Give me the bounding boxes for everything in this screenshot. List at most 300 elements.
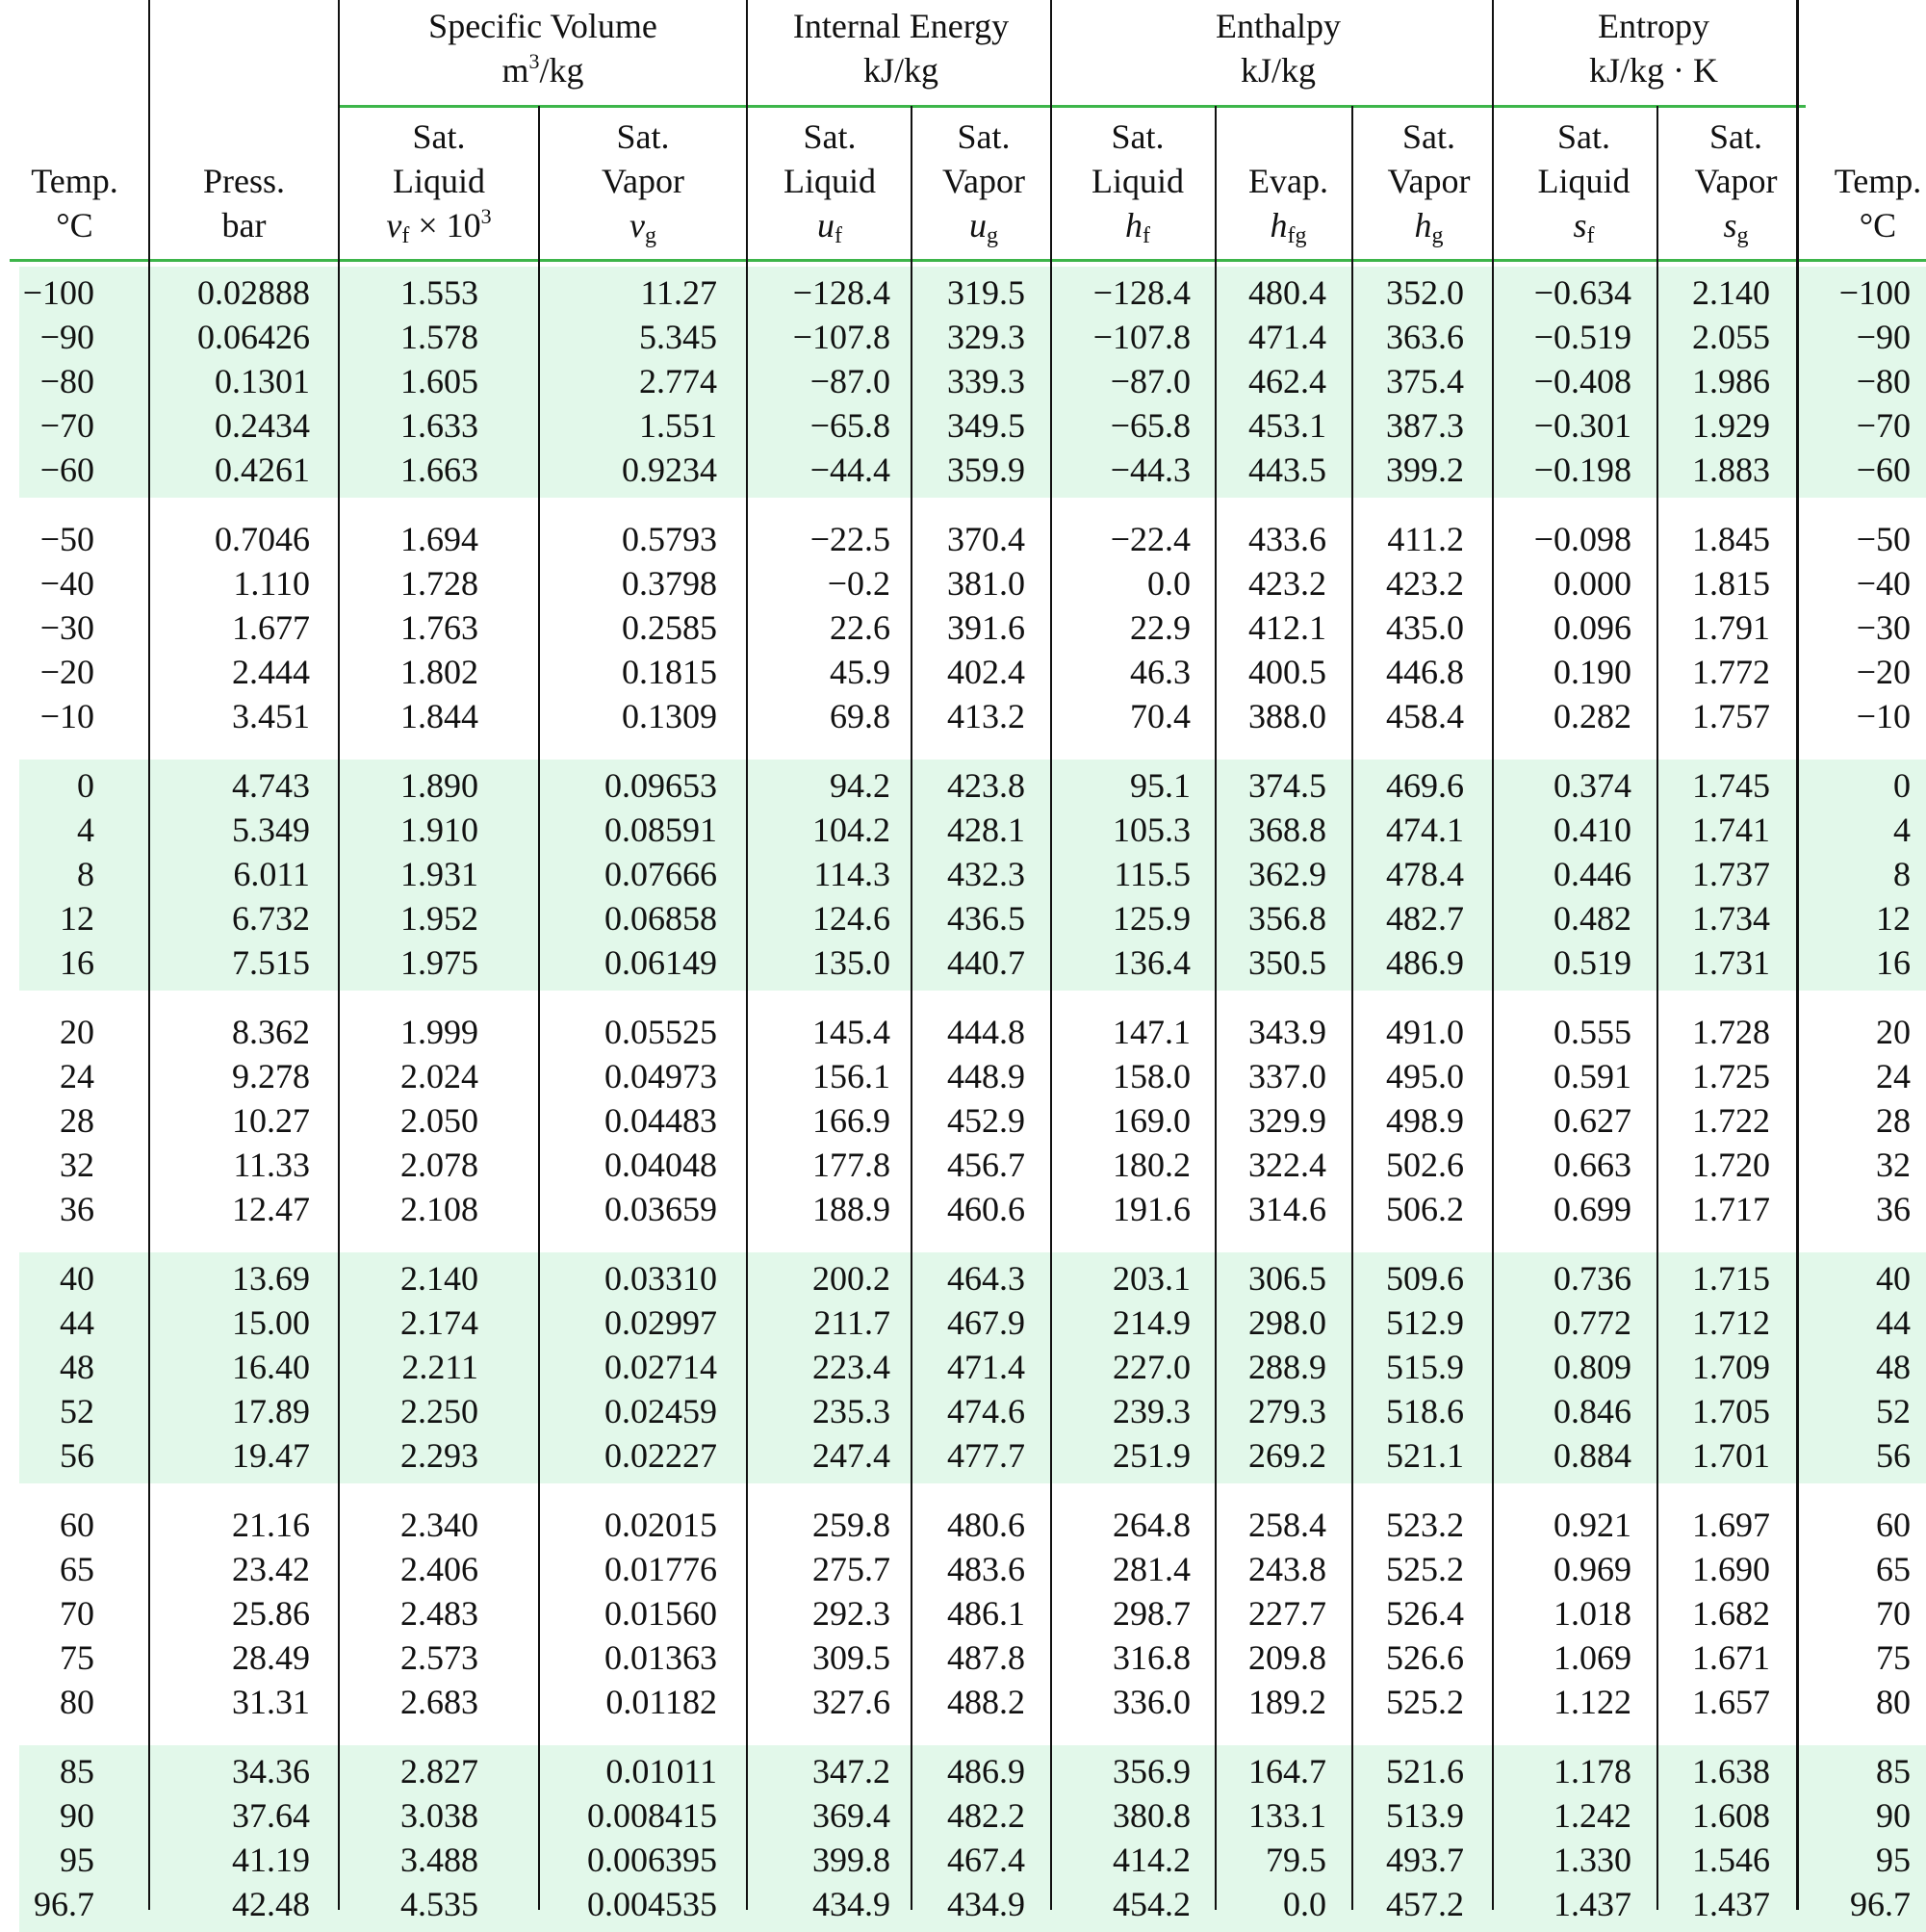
subheader-line1: Sat. bbox=[1708, 117, 1762, 156]
cell-sg: 1.657 bbox=[1692, 1683, 1770, 1721]
cell-ug: 486.9 bbox=[947, 1752, 1025, 1790]
cell-vg: 0.05525 bbox=[604, 1013, 717, 1051]
cell-vg: 0.04483 bbox=[604, 1101, 717, 1140]
cell-press: 37.64 bbox=[232, 1796, 310, 1835]
cell-vg: 0.06858 bbox=[604, 899, 717, 938]
cell-sf: 0.519 bbox=[1554, 943, 1631, 982]
cell-hfg: 258.4 bbox=[1248, 1506, 1326, 1544]
cell-temp: −50 bbox=[39, 520, 94, 558]
cell-temp-right: −100 bbox=[1838, 273, 1911, 312]
cell-ug: 460.6 bbox=[947, 1190, 1025, 1228]
cell-sg: 1.725 bbox=[1692, 1057, 1770, 1095]
cell-vf: 1.975 bbox=[400, 943, 478, 982]
subheader-vg bbox=[539, 115, 747, 247]
cell-sg: 1.608 bbox=[1692, 1796, 1770, 1835]
cell-vg: 0.02997 bbox=[604, 1303, 717, 1342]
cell-hf: 147.1 bbox=[1113, 1013, 1191, 1051]
cell-temp: −80 bbox=[39, 362, 94, 400]
cell-temp: −100 bbox=[22, 273, 94, 312]
unit-rest: /kg bbox=[539, 51, 584, 90]
cell-press: 6.011 bbox=[233, 855, 310, 893]
cell-ug: 456.7 bbox=[947, 1146, 1025, 1184]
subheader-line2: Liquid bbox=[1537, 162, 1631, 200]
cell-sg: 1.757 bbox=[1692, 697, 1770, 735]
cell-vg: 0.07666 bbox=[604, 855, 717, 893]
header-bottom-rule bbox=[10, 259, 1926, 262]
cell-hfg: 343.9 bbox=[1248, 1013, 1326, 1051]
cell-hfg: 337.0 bbox=[1248, 1057, 1326, 1095]
cell-hf: 136.4 bbox=[1113, 943, 1191, 982]
cell-sg: 1.737 bbox=[1692, 855, 1770, 893]
cell-vf: 3.038 bbox=[400, 1796, 478, 1835]
cell-hg: 521.6 bbox=[1386, 1752, 1464, 1790]
cell-press: 0.7046 bbox=[215, 520, 310, 558]
group-enthalpy bbox=[1055, 4, 1502, 92]
cell-press: 13.69 bbox=[232, 1259, 310, 1298]
cell-temp: 16 bbox=[60, 943, 94, 982]
subheader-line2: Vapor bbox=[1387, 162, 1471, 200]
column-divider bbox=[1351, 106, 1353, 1910]
cell-vg: 0.01776 bbox=[604, 1550, 717, 1588]
cell-hfg: 79.5 bbox=[1266, 1841, 1326, 1879]
cell-hg: 486.9 bbox=[1386, 943, 1464, 982]
cell-temp-right: −60 bbox=[1856, 451, 1911, 489]
cell-ug: 349.5 bbox=[947, 406, 1025, 445]
cell-vg: 1.551 bbox=[639, 406, 717, 445]
cell-ug: 434.9 bbox=[947, 1885, 1025, 1923]
cell-sf: −0.301 bbox=[1533, 406, 1631, 445]
cell-sg: 1.697 bbox=[1692, 1506, 1770, 1544]
cell-hfg: 362.9 bbox=[1248, 855, 1326, 893]
cell-vg: 0.01011 bbox=[605, 1752, 717, 1790]
cell-press: 0.06426 bbox=[197, 318, 310, 356]
group-unit: kJ/kg bbox=[862, 51, 938, 90]
cell-uf: 223.4 bbox=[812, 1348, 890, 1386]
cell-uf: 309.5 bbox=[812, 1638, 890, 1677]
cell-ug: 381.0 bbox=[947, 564, 1025, 603]
cell-hf: 414.2 bbox=[1113, 1841, 1191, 1879]
cell-press: 41.19 bbox=[232, 1841, 310, 1879]
cell-hfg: 443.5 bbox=[1248, 451, 1326, 489]
cell-temp-right: 52 bbox=[1876, 1392, 1911, 1430]
cell-sf: 1.069 bbox=[1554, 1638, 1631, 1677]
subheader-line1: Sat. bbox=[1401, 117, 1455, 156]
cell-temp: 95 bbox=[60, 1841, 94, 1879]
cell-hg: 526.4 bbox=[1386, 1594, 1464, 1633]
subheader-line1: Sat. bbox=[803, 117, 857, 156]
cell-press: 34.36 bbox=[232, 1752, 310, 1790]
cell-sg: 1.671 bbox=[1692, 1638, 1770, 1677]
cell-temp: 4 bbox=[77, 811, 94, 849]
cell-sf: 0.000 bbox=[1554, 564, 1631, 603]
cell-uf: 104.2 bbox=[812, 811, 890, 849]
cell-hf: 125.9 bbox=[1113, 899, 1191, 938]
cell-uf: 211.7 bbox=[813, 1303, 890, 1342]
cell-vf: 1.931 bbox=[400, 855, 478, 893]
cell-hf: 70.4 bbox=[1130, 697, 1191, 735]
subheader-line1: Sat. bbox=[957, 117, 1011, 156]
cell-uf: 292.3 bbox=[812, 1594, 890, 1633]
cell-press: 42.48 bbox=[232, 1885, 310, 1923]
cell-hf: 115.5 bbox=[1114, 855, 1191, 893]
cell-temp-right: 80 bbox=[1876, 1683, 1911, 1721]
cell-sf: 1.330 bbox=[1554, 1841, 1631, 1879]
cell-sg: 1.728 bbox=[1692, 1013, 1770, 1051]
cell-hf: 281.4 bbox=[1113, 1550, 1191, 1588]
cell-sf: 0.374 bbox=[1554, 766, 1631, 805]
cell-ug: 471.4 bbox=[947, 1348, 1025, 1386]
column-divider bbox=[1796, 0, 1799, 1910]
cell-vf: 1.578 bbox=[400, 318, 478, 356]
subheader-line1: Sat. bbox=[1111, 117, 1165, 156]
cell-ug: 444.8 bbox=[947, 1013, 1025, 1051]
cell-temp-right: 0 bbox=[1893, 766, 1911, 805]
cell-sf: 0.410 bbox=[1554, 811, 1631, 849]
cell-ug: 482.2 bbox=[947, 1796, 1025, 1835]
cell-sg: 2.140 bbox=[1692, 273, 1770, 312]
subheader-symbol: $h_f$ bbox=[1125, 206, 1150, 248]
group-title: Specific Volume bbox=[428, 7, 657, 45]
cell-vf: 2.406 bbox=[400, 1550, 478, 1588]
cell-vg: 0.02015 bbox=[604, 1506, 717, 1544]
cell-hfg: 306.5 bbox=[1248, 1259, 1326, 1298]
group-unit bbox=[339, 48, 747, 92]
cell-ug: 423.8 bbox=[947, 766, 1025, 805]
cell-temp: 12 bbox=[60, 899, 94, 938]
subheader-symbol: $h_{fg}$ bbox=[1270, 206, 1307, 248]
cell-press: 25.86 bbox=[232, 1594, 310, 1633]
cell-vg: 0.1309 bbox=[622, 697, 717, 735]
subheader-line1 bbox=[1220, 115, 1356, 159]
cell-press: 0.02888 bbox=[197, 273, 310, 312]
cell-vg: 0.9234 bbox=[622, 451, 717, 489]
cell-vf: 1.633 bbox=[400, 406, 478, 445]
cell-hfg: 356.8 bbox=[1248, 899, 1326, 938]
unit-sup: 3 bbox=[528, 49, 540, 73]
cell-temp-right: −90 bbox=[1856, 318, 1911, 356]
cell-press: 4.743 bbox=[232, 766, 310, 805]
cell-temp-right: 32 bbox=[1876, 1146, 1911, 1184]
cell-ug: 432.3 bbox=[947, 855, 1025, 893]
cell-press: 0.4261 bbox=[215, 451, 310, 489]
cell-hg: 506.2 bbox=[1386, 1190, 1464, 1228]
cell-temp: 40 bbox=[60, 1259, 94, 1298]
cell-hfg: 471.4 bbox=[1248, 318, 1326, 356]
cell-hfg: 388.0 bbox=[1248, 697, 1326, 735]
cell-hfg: 329.9 bbox=[1248, 1101, 1326, 1140]
cell-vg: 0.04973 bbox=[604, 1057, 717, 1095]
cell-vg: 0.08591 bbox=[604, 811, 717, 849]
group-title: Enthalpy bbox=[1216, 7, 1341, 45]
cell-uf: 166.9 bbox=[812, 1101, 890, 1140]
cell-hf: 22.9 bbox=[1130, 608, 1191, 647]
cell-temp: 80 bbox=[60, 1683, 94, 1721]
cell-vg: 0.004535 bbox=[587, 1885, 717, 1923]
cell-press: 5.349 bbox=[232, 811, 310, 849]
cell-vf: 1.999 bbox=[400, 1013, 478, 1051]
cell-temp: 85 bbox=[60, 1752, 94, 1790]
cell-temp-right: 85 bbox=[1876, 1752, 1911, 1790]
cell-uf: 247.4 bbox=[812, 1436, 890, 1475]
cell-hg: 515.9 bbox=[1386, 1348, 1464, 1386]
cell-vf: 1.763 bbox=[400, 608, 478, 647]
cell-hfg: 288.9 bbox=[1248, 1348, 1326, 1386]
cell-ug: 467.4 bbox=[947, 1841, 1025, 1879]
cell-press: 21.16 bbox=[232, 1506, 310, 1544]
cell-hf: 298.7 bbox=[1113, 1594, 1191, 1633]
cell-sg: 1.712 bbox=[1692, 1303, 1770, 1342]
cell-press: 28.49 bbox=[232, 1638, 310, 1677]
cell-uf: −128.4 bbox=[792, 273, 890, 312]
cell-vf: 2.250 bbox=[400, 1392, 478, 1430]
subheader-line2: Liquid bbox=[393, 162, 485, 200]
cell-hg: 521.1 bbox=[1386, 1436, 1464, 1475]
cell-sf: 0.809 bbox=[1554, 1348, 1631, 1386]
cell-hf: 316.8 bbox=[1113, 1638, 1191, 1677]
subheader-line1: Sat. bbox=[1556, 117, 1610, 156]
cell-hfg: 480.4 bbox=[1248, 273, 1326, 312]
subheader-vf bbox=[339, 115, 539, 247]
cell-sg: 1.638 bbox=[1692, 1752, 1770, 1790]
cell-sg: 1.734 bbox=[1692, 899, 1770, 938]
cell-vg: 0.03659 bbox=[604, 1190, 717, 1228]
cell-hfg: 423.2 bbox=[1248, 564, 1326, 603]
cell-temp-right: −10 bbox=[1856, 697, 1911, 735]
cell-vf: 1.844 bbox=[400, 697, 478, 735]
cell-sf: 0.663 bbox=[1554, 1146, 1631, 1184]
cell-sg: 1.709 bbox=[1692, 1348, 1770, 1386]
cell-temp: 28 bbox=[60, 1101, 94, 1140]
subheader-symbol: $u_f$ bbox=[817, 206, 842, 248]
subheader-symbol: $v_g$ bbox=[629, 206, 656, 248]
cell-sg: 1.715 bbox=[1692, 1259, 1770, 1298]
cell-uf: 114.3 bbox=[813, 855, 890, 893]
cell-sf: 0.846 bbox=[1554, 1392, 1631, 1430]
cell-vf: 2.827 bbox=[400, 1752, 478, 1790]
cell-uf: 259.8 bbox=[812, 1506, 890, 1544]
header-temp-right-label: Temp. bbox=[1834, 162, 1922, 200]
cell-ug: 413.2 bbox=[947, 697, 1025, 735]
cell-sf: −0.098 bbox=[1533, 520, 1631, 558]
cell-sf: 0.446 bbox=[1554, 855, 1631, 893]
subheader-line2: Vapor bbox=[1694, 162, 1778, 200]
cell-temp-right: −20 bbox=[1856, 653, 1911, 691]
cell-hfg: 412.1 bbox=[1248, 608, 1326, 647]
cell-hg: 513.9 bbox=[1386, 1796, 1464, 1835]
cell-temp-right: 96.7 bbox=[1850, 1885, 1911, 1923]
unit-base: m bbox=[501, 51, 529, 90]
cell-hf: 251.9 bbox=[1113, 1436, 1191, 1475]
header-press bbox=[149, 159, 339, 247]
cell-vf: 4.535 bbox=[400, 1885, 478, 1923]
cell-ug: 483.6 bbox=[947, 1550, 1025, 1588]
cell-temp: 90 bbox=[60, 1796, 94, 1835]
cell-hg: 491.0 bbox=[1386, 1013, 1464, 1051]
cell-press: 10.27 bbox=[232, 1101, 310, 1140]
cell-hg: 518.6 bbox=[1386, 1392, 1464, 1430]
cell-hf: 191.6 bbox=[1113, 1190, 1191, 1228]
cell-hg: 399.2 bbox=[1386, 451, 1464, 489]
cell-hg: 502.6 bbox=[1386, 1146, 1464, 1184]
cell-uf: 69.8 bbox=[830, 697, 890, 735]
subheader-line2: Liquid bbox=[783, 162, 876, 200]
cell-uf: 275.7 bbox=[812, 1550, 890, 1588]
cell-temp: −90 bbox=[39, 318, 94, 356]
cell-temp: 8 bbox=[77, 855, 94, 893]
cell-hf: 203.1 bbox=[1113, 1259, 1191, 1298]
cell-hg: 469.6 bbox=[1386, 766, 1464, 805]
cell-sg: 1.722 bbox=[1692, 1101, 1770, 1140]
subheader-line2: Vapor bbox=[942, 162, 1025, 200]
cell-vg: 0.01560 bbox=[604, 1594, 717, 1633]
cell-hf: 158.0 bbox=[1113, 1057, 1191, 1095]
cell-hg: 352.0 bbox=[1386, 273, 1464, 312]
cell-hfg: 133.1 bbox=[1248, 1796, 1326, 1835]
cell-hf: −107.8 bbox=[1092, 318, 1191, 356]
cell-vg: 0.04048 bbox=[604, 1146, 717, 1184]
cell-temp: −10 bbox=[39, 697, 94, 735]
cell-vg: 0.02227 bbox=[604, 1436, 717, 1475]
cell-uf: 135.0 bbox=[812, 943, 890, 982]
cell-hf: 264.8 bbox=[1113, 1506, 1191, 1544]
cell-uf: 94.2 bbox=[830, 766, 890, 805]
cell-hg: 495.0 bbox=[1386, 1057, 1464, 1095]
cell-temp-right: 16 bbox=[1876, 943, 1911, 982]
cell-uf: 22.6 bbox=[830, 608, 890, 647]
cell-sg: 1.546 bbox=[1692, 1841, 1770, 1879]
cell-hf: 336.0 bbox=[1113, 1683, 1191, 1721]
cell-uf: 156.1 bbox=[812, 1057, 890, 1095]
cell-hf: 46.3 bbox=[1130, 653, 1191, 691]
cell-hf: 227.0 bbox=[1113, 1348, 1191, 1386]
cell-press: 11.33 bbox=[233, 1146, 310, 1184]
cell-hfg: 322.4 bbox=[1248, 1146, 1326, 1184]
cell-sf: 0.282 bbox=[1554, 697, 1631, 735]
cell-vg: 0.06149 bbox=[604, 943, 717, 982]
cell-temp: 65 bbox=[60, 1550, 94, 1588]
cell-ug: 464.3 bbox=[947, 1259, 1025, 1298]
cell-vf: 1.802 bbox=[400, 653, 478, 691]
cell-hfg: 279.3 bbox=[1248, 1392, 1326, 1430]
column-divider bbox=[1050, 0, 1052, 1910]
subheader-hg bbox=[1356, 115, 1502, 247]
cell-hf: 169.0 bbox=[1113, 1101, 1191, 1140]
cell-uf: 188.9 bbox=[812, 1190, 890, 1228]
cell-hg: 375.4 bbox=[1386, 362, 1464, 400]
cell-ug: 487.8 bbox=[947, 1638, 1025, 1677]
header-temp-left-label: Temp. bbox=[31, 162, 118, 200]
cell-ug: 440.7 bbox=[947, 943, 1025, 982]
cell-vg: 0.09653 bbox=[604, 766, 717, 805]
cell-temp-right: 28 bbox=[1876, 1101, 1911, 1140]
cell-temp-right: 44 bbox=[1876, 1303, 1911, 1342]
cell-vg: 0.5793 bbox=[622, 520, 717, 558]
cell-vg: 0.2585 bbox=[622, 608, 717, 647]
cell-temp-right: 75 bbox=[1876, 1638, 1911, 1677]
cell-vf: 1.553 bbox=[400, 273, 478, 312]
cell-hf: 95.1 bbox=[1130, 766, 1191, 805]
cell-sf: 1.018 bbox=[1554, 1594, 1631, 1633]
cell-vg: 0.01363 bbox=[604, 1638, 717, 1677]
cell-vf: 2.024 bbox=[400, 1057, 478, 1095]
cell-temp: −30 bbox=[39, 608, 94, 647]
cell-vf: 2.174 bbox=[400, 1303, 478, 1342]
cell-temp-right: 65 bbox=[1876, 1550, 1911, 1588]
cell-uf: −107.8 bbox=[792, 318, 890, 356]
header-temp-left-unit: °C bbox=[56, 206, 93, 245]
cell-ug: 370.4 bbox=[947, 520, 1025, 558]
cell-vf: 1.663 bbox=[400, 451, 478, 489]
cell-temp: 56 bbox=[60, 1436, 94, 1475]
header-temp-left bbox=[0, 159, 149, 247]
cell-hfg: 209.8 bbox=[1248, 1638, 1326, 1677]
cell-sf: 0.627 bbox=[1554, 1101, 1631, 1140]
column-divider bbox=[538, 106, 540, 1910]
cell-press: 9.278 bbox=[232, 1057, 310, 1095]
cell-hg: 478.4 bbox=[1386, 855, 1464, 893]
cell-sf: 1.122 bbox=[1554, 1683, 1631, 1721]
cell-ug: 488.2 bbox=[947, 1683, 1025, 1721]
cell-press: 23.42 bbox=[232, 1550, 310, 1588]
cell-vf: 1.694 bbox=[400, 520, 478, 558]
cell-vf: 2.340 bbox=[400, 1506, 478, 1544]
cell-temp: −20 bbox=[39, 653, 94, 691]
cell-hfg: 374.5 bbox=[1248, 766, 1326, 805]
cell-uf: 434.9 bbox=[812, 1885, 890, 1923]
cell-hfg: 433.6 bbox=[1248, 520, 1326, 558]
column-divider bbox=[148, 0, 150, 1910]
cell-sg: 1.845 bbox=[1692, 520, 1770, 558]
cell-press: 31.31 bbox=[232, 1683, 310, 1721]
cell-temp-right: −40 bbox=[1856, 564, 1911, 603]
cell-uf: −0.2 bbox=[827, 564, 890, 603]
subheader-line1: Sat. bbox=[412, 117, 466, 156]
cell-sf: 0.482 bbox=[1554, 899, 1631, 938]
cell-temp-right: −50 bbox=[1856, 520, 1911, 558]
cell-press: 19.47 bbox=[232, 1436, 310, 1475]
subheader-hfg bbox=[1220, 115, 1356, 247]
cell-sf: 1.242 bbox=[1554, 1796, 1631, 1835]
cell-uf: 369.4 bbox=[812, 1796, 890, 1835]
subheader-symbol: $v_f \times 10^3$ bbox=[386, 204, 492, 248]
cell-hg: 474.1 bbox=[1386, 811, 1464, 849]
cell-temp: 60 bbox=[60, 1506, 94, 1544]
cell-hg: 493.7 bbox=[1386, 1841, 1464, 1879]
cell-temp-right: −80 bbox=[1856, 362, 1911, 400]
cell-vf: 1.910 bbox=[400, 811, 478, 849]
cell-press: 1.110 bbox=[233, 564, 310, 603]
group-title: Internal Energy bbox=[792, 7, 1010, 45]
cell-hf: −87.0 bbox=[1110, 362, 1191, 400]
cell-ug: 474.6 bbox=[947, 1392, 1025, 1430]
cell-sf: 0.555 bbox=[1554, 1013, 1631, 1051]
cell-temp-right: 95 bbox=[1876, 1841, 1911, 1879]
cell-ug: 480.6 bbox=[947, 1506, 1025, 1544]
cell-hg: 525.2 bbox=[1386, 1550, 1464, 1588]
cell-hg: 387.3 bbox=[1386, 406, 1464, 445]
subheader-uf bbox=[747, 115, 912, 247]
subheader-line2: Evap. bbox=[1248, 162, 1328, 200]
cell-hfg: 400.5 bbox=[1248, 653, 1326, 691]
column-divider bbox=[338, 0, 340, 1910]
cell-temp-right: 12 bbox=[1876, 899, 1911, 938]
header-temp-right bbox=[1806, 159, 1926, 247]
cell-vf: 2.050 bbox=[400, 1101, 478, 1140]
cell-sf: −0.519 bbox=[1533, 318, 1631, 356]
cell-hg: 411.2 bbox=[1387, 520, 1464, 558]
column-divider bbox=[1656, 106, 1658, 1910]
cell-uf: 200.2 bbox=[812, 1259, 890, 1298]
